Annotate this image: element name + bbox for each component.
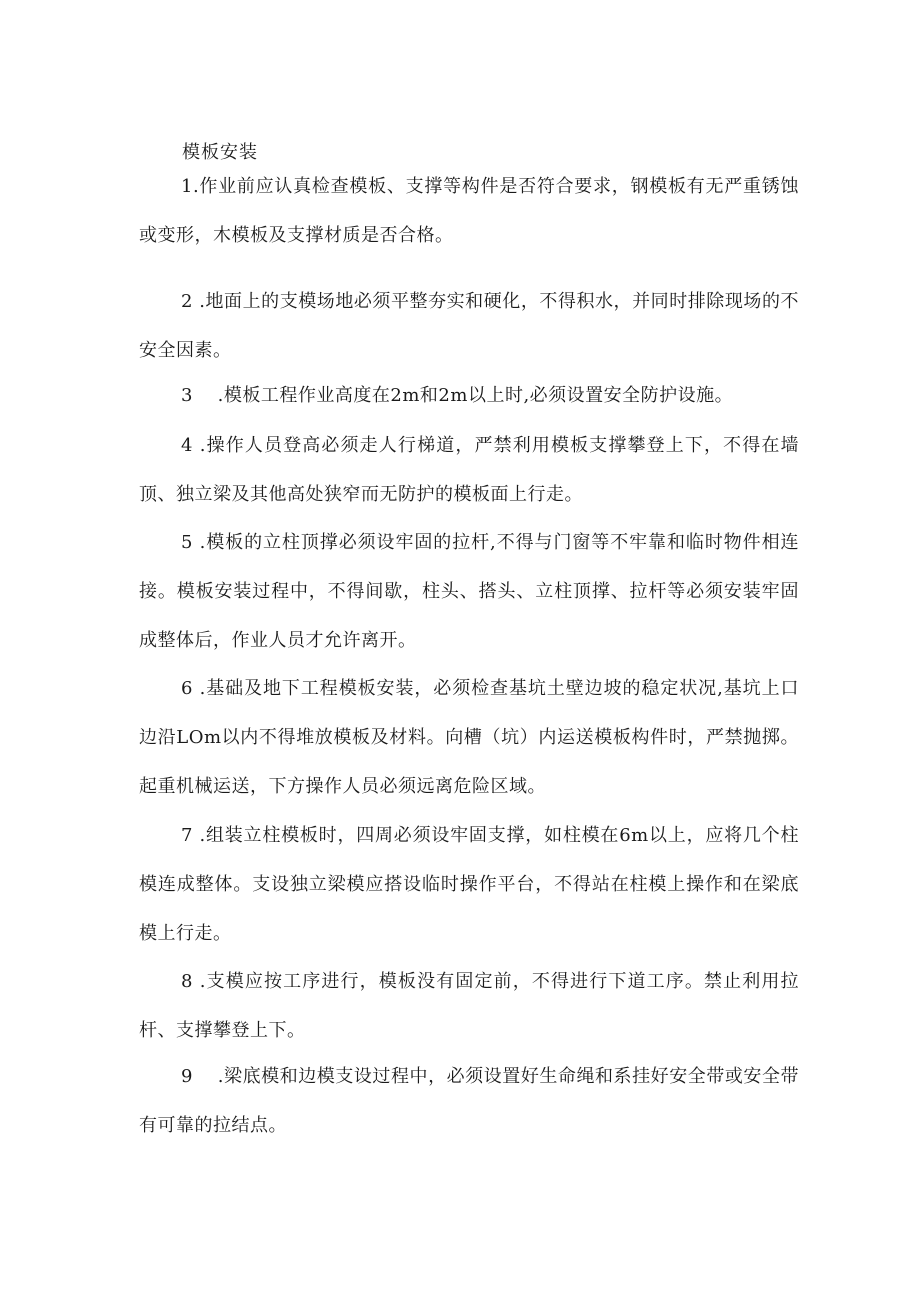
item-number: 9 . — [181, 1066, 224, 1087]
item-number: 1. — [181, 176, 200, 197]
list-item-5 — [139, 518, 799, 665]
list-item-9 — [139, 1052, 799, 1150]
item-number: 7 . — [181, 825, 206, 846]
item-number: 2 . — [181, 291, 206, 312]
item-text: 组装立柱模板时，四周必须设牢固支撑，如柱模在6m以上，应将几个柱模连成整体。支设独立梁模应搭设临时操作平台，不得站在柱模上操作和在梁底模上行走。 — [139, 825, 799, 944]
document-title: 模板安装 — [182, 142, 258, 163]
item-text: 作业前应认真检查模板、支撑等构件是否符合要求，钢模板有无严重锈蚀或变形，木模板及支撑材质是否合格。 — [139, 176, 799, 246]
list-item-3 — [139, 371, 799, 420]
item-text: 基础及地下工程模板安装，必须检查基坑土壁边坡的稳定状况,基坑上口边沿LOm以内不得堆放模板及材料。向槽（坑）内运送模板构件时，严禁抛掷。起重机械运送，下方操作人员必须远离危险区域。 — [139, 678, 800, 797]
item-number: 6 . — [181, 678, 206, 699]
list-item-1 — [139, 162, 799, 260]
item-text: 地面上的支模场地必须平整夯实和硬化，不得积水，并同时排除现场的不安全因素。 — [139, 291, 799, 361]
list-item-6 — [139, 664, 799, 811]
list-item-2 — [139, 277, 799, 375]
item-number: 5 . — [181, 532, 206, 553]
list-item-7 — [139, 811, 799, 958]
item-number: 3 . — [181, 385, 224, 406]
list-item-4 — [139, 421, 799, 519]
item-text: 支模应按工序进行，模板没有固定前，不得进行下道工序。禁止利用拉杆、支撑攀登上下。 — [139, 971, 799, 1041]
item-text: 模板工程作业高度在2m和2m以上时,必须设置安全防护设施。 — [223, 385, 734, 406]
item-text: 模板的立柱顶撑必须设牢固的拉杆,不得与门窗等不牢靠和临时物件相连接。模板安装过程中，不得间歇，柱头、搭头、立柱顶撑、拉杆等必须安装牢固成整体后，作业人员才允许离开。 — [139, 532, 800, 651]
list-item-8 — [139, 957, 799, 1055]
item-text: 操作人员登高必须走人行梯道，严禁利用模板支撑攀登上下，不得在墙顶、独立梁及其他高处狭窄而无防护的模板面上行走。 — [139, 435, 799, 505]
item-text: 梁底模和边模支设过程中，必须设置好生命绳和系挂好安全带或安全带有可靠的拉结点。 — [139, 1066, 799, 1136]
item-number: 4 . — [181, 435, 207, 456]
item-number: 8 . — [181, 971, 207, 992]
